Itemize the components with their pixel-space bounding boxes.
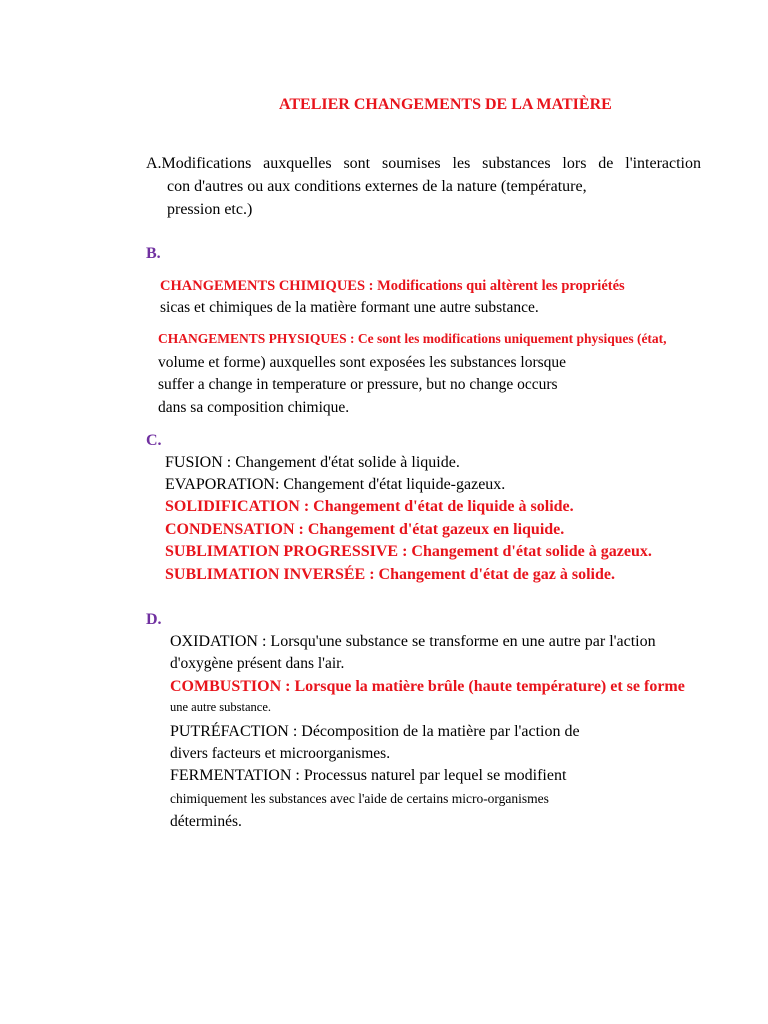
section-d-letter: D. — [146, 611, 162, 628]
physiques-heading: CHANGEMENTS PHYSIQUES : Ce sont les modifications uniquement physiques (état, — [158, 331, 667, 346]
page-title: ATELIER CHANGEMENTS DE LA MATIÈRE — [279, 96, 612, 113]
physiques-line-3: dans sa composition chimique. — [158, 399, 350, 416]
combustion-line-2: une autre substance. — [170, 700, 272, 714]
chimiques-heading: CHANGEMENTS CHIMIQUES : Modifications qui altèrent les propriétés — [160, 278, 625, 294]
chimiques-line-2: sicas et chimiques de la matière formant une autre substance. — [160, 299, 539, 316]
list-item: SUBLIMATION PROGRESSIVE : Changement d'état solide à gazeux. — [165, 543, 652, 560]
section-c-letter: C. — [146, 432, 162, 449]
list-item: SOLIDIFICATION : Changement d'état de liquide à solide. — [165, 498, 574, 515]
physiques-line-2: suffer a change in temperature or pressure, but no change occurs — [158, 376, 558, 393]
section-a-line-2: con d'autres ou aux conditions externes de la nature (température, — [167, 178, 587, 195]
list-item: SUBLIMATION INVERSÉE : Changement d'état de gaz à solide. — [165, 566, 615, 583]
list-item: CONDENSATION : Changement d'état gazeux en liquide. — [165, 521, 565, 538]
list-item: FUSION : Changement d'état solide à liquide. — [165, 454, 460, 471]
fermentation-line-3: déterminés. — [170, 813, 242, 830]
oxidation-line-2: d'oxygène présent dans l'air. — [170, 655, 345, 672]
list-item: EVAPORATION: Changement d'état liquide-gazeux. — [165, 476, 506, 493]
physiques-line-1: volume et forme) auxquelles sont exposées les substances lorsque — [158, 354, 567, 371]
section-a-line-3: pression etc.) — [167, 201, 253, 218]
fermentation-line-1: FERMENTATION : Processus naturel par lequel se modifient — [170, 767, 567, 784]
section-a-line-1: A.Modifications auxquelles sont soumises les substances lors de l'interaction — [146, 155, 701, 172]
fermentation-line-2: chimiquement les substances avec l'aide de certains micro-organismes — [170, 791, 549, 806]
putrefaction-line-2: divers facteurs et microorganismes. — [170, 745, 391, 762]
section-b-letter: B. — [146, 245, 161, 262]
oxidation-line-1: OXIDATION : Lorsqu'une substance se transforme en une autre par l'action — [170, 633, 656, 650]
combustion-heading: COMBUSTION : Lorsque la matière brûle (haute température) et se forme — [170, 678, 685, 695]
putrefaction-line-1: PUTRÉFACTION : Décomposition de la matière par l'action de — [170, 723, 580, 740]
